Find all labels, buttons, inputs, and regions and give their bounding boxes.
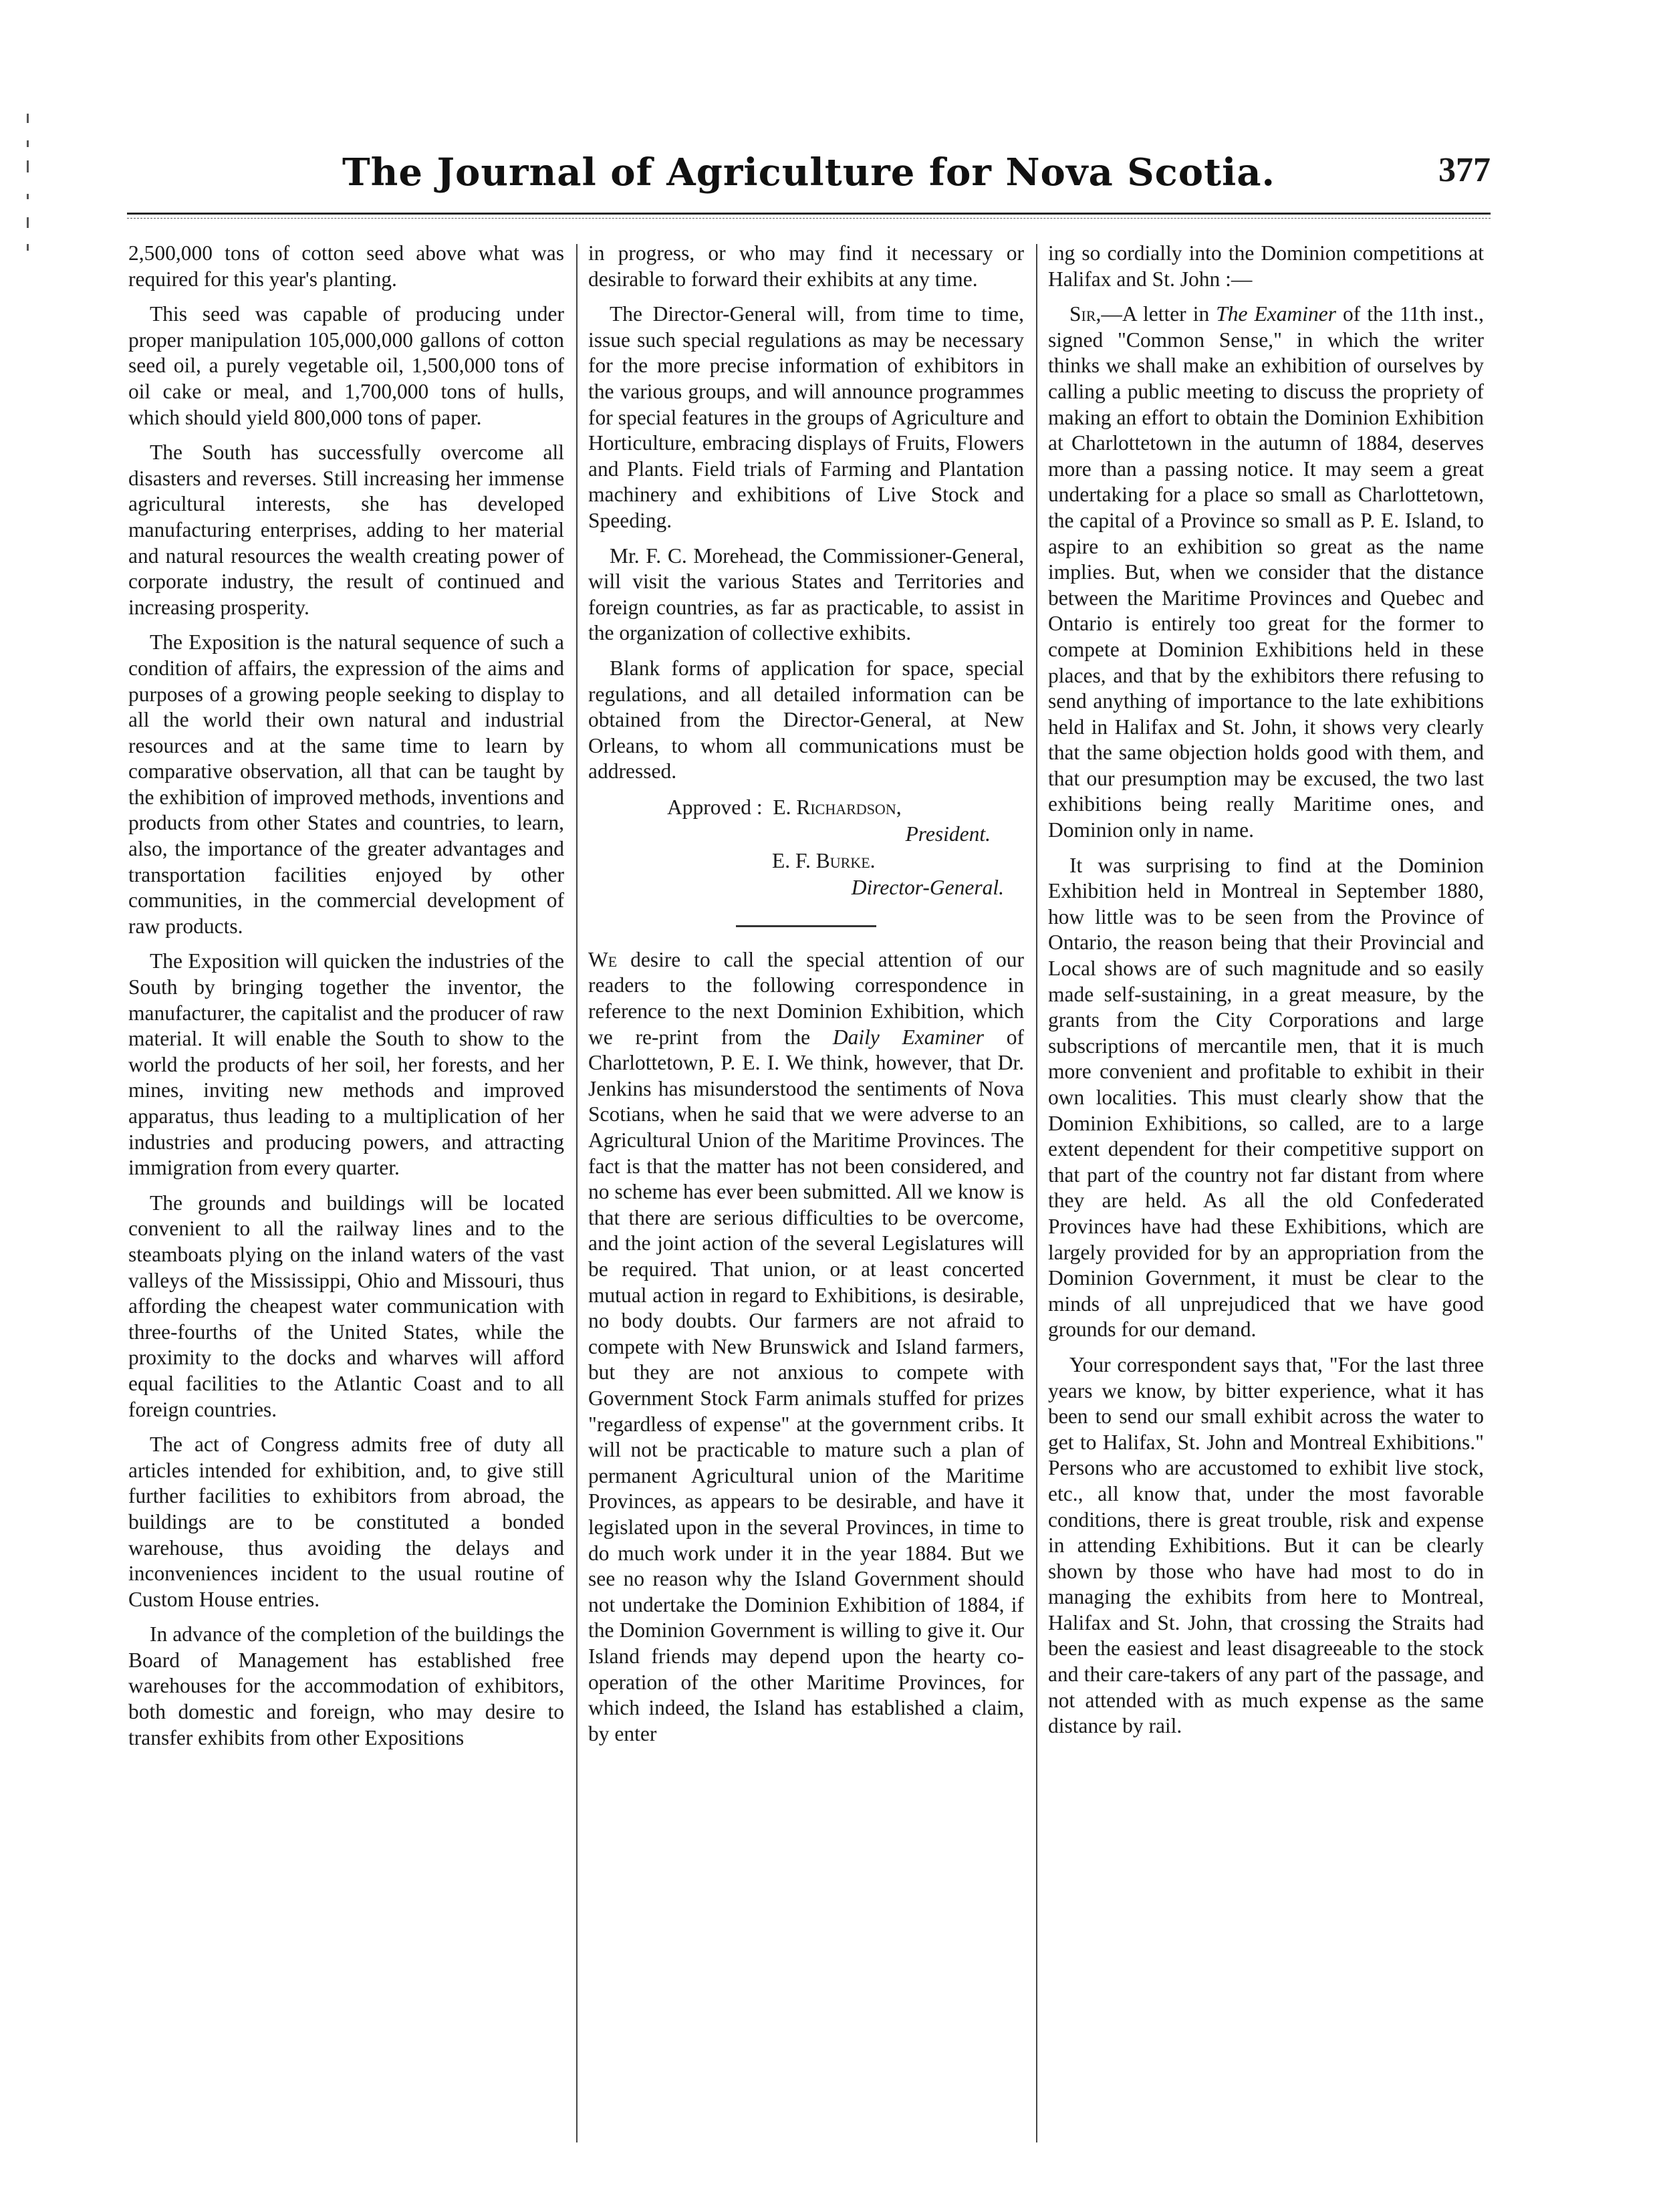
paragraph: We desire to call the special attention of our readers to the following correspondence in reference to the next Dominion Exhibition, which we re-print from the Daily Examiner of Charlottetown, P. E. I. We think, however, that Dr. Jenkins has misunderstood the sentiments of Nova Scotians, when he said that we were adverse to an Agricultural Union of the Maritime Provinces. The fact is that the matter has not been considered, and no scheme has ever been submitted. All we know is that there are serious difficulties to be overcome, and the joint action of the several Legislatures will be required. That union, or at least concerted mutual action in regard to Exhibitions, is desirable, no body doubts. Our farmers are not afraid to compete with New Brunswick and Island farmers, but they are not anxious to compete with Government Stock Farm animals stuffed for prizes "regardless of expense" at the government cribs. It will not be practicable to mature such a plan of permanent Agricultural union of the Maritime Provinces, as appears to be desirable, and have it legislated upon in the several Provinces, in time to do much work under it in the year 1884. But we see no reason why the Island Government should not undertake the Dominion Exhibition of 1884, if the Dominion Government is willing to give it. Our Island friends may depend upon the hearty co-operation of the other Maritime Provinces, for which indeed, the Island has established a claim, by enter: [588, 947, 1024, 1745]
paragraph: Sir,—A letter in The Examiner of the 11th inst., signed "Common Sense," in which the writer thinks we shall make an exhibition of ourselves by calling a public meeting to discuss the propriety of making an effort to obtain the Dominion Exhibition at Charlottetown in the autumn of 1884, deserves more than a passing notice. It may seem a great undertaking for a place so small as Charlottetown, the capital of a Province so small as P. E. Island, to aspire to an exhibition so great as the name implies. But, when we consider that the distance between the Maritime Provinces and Quebec and Ontario is entirely too great for the former to compete at Dominion Exhibitions held in these places, and that by the exhibitors there refusing to send anything of importance to the late exhibitions held in Halifax and St. John, it shows very clearly that the same objection holds good with them, and that our presumption may be excused, the two last exhibitions being really Maritime ones, and Dominion only in name.: [1048, 302, 1484, 842]
page-number: 377: [1438, 151, 1491, 189]
paragraph: Blank forms of application for space, special regulations, and all detailed information can be obtained from the Director-General, at New Orleans, to whom all communications must be addressed.: [588, 656, 1024, 783]
paragraph: 2,500,000 tons of cotton seed above what was required for this year's planting.: [128, 241, 564, 291]
paragraph: The grounds and buildings will be located convenient to all the railway lines and to the steamboats plying on the inland waters of the vast valleys of the Mississippi, Ohio and Missouri, thus affording the cheapest water communication with three-fourths of the United States, while the proximity to the docks and wharves will afford equal facilities to the Atlantic Coast and to all foreign countries.: [128, 1191, 564, 1421]
newspaper-name: Daily Examiner: [832, 1025, 985, 1049]
signer-name: E. Richardson,: [773, 795, 902, 819]
signer-title: President.: [905, 822, 991, 846]
lead-word: We: [588, 947, 618, 971]
salutation: Sir,: [1069, 302, 1102, 326]
newspaper-name: The Examiner: [1216, 302, 1337, 326]
column-3: [1048, 241, 1484, 2153]
paragraph: The Exposition is the natural sequence of such a condition of affairs, the expression of the aims and purposes of a growing people seeking to display to all the world their own natural and industrial resources and at the same time to learn by comparative observation, all that can be taught by the exhibition of improved methods, inventions and products from other States and countries, to learn, also, the importance of the greater advantages and transportation facilities enjoyed by other communities, in the commercial development of raw products.: [128, 630, 564, 938]
paragraph: Your correspondent says that, "For the last three years we know, by bitter experience, what it has been to send our small exhibit across the water to get to Halifax, St. John and Montreal Exhibitions." Persons who are accustomed to exhibit live stock, etc., all know that, under the most favorable conditions, there is great trouble, risk and expense in attending Exhibitions. But it can be clearly shown by those who have had most to do in managing the exhibits from here to Montreal, Halifax and St. John, that crossing the Straits had been the easiest and least disagreeable to the stock and their care-takers of any part of the passage, and not attended with as much expense as the same distance by rail.: [1048, 1352, 1484, 1738]
header-rule: [127, 213, 1491, 215]
paragraph: in progress, or who may find it necessary or desirable to forward their exhibits at any time.: [588, 241, 1024, 291]
header-rule-dashed: [127, 218, 1491, 219]
paragraph: The act of Congress admits free of duty all articles intended for exhibition, and, to give still further facilities to exhibitors from abroad, the buildings are to be constituted a bonded warehouse, thus avoiding the delays and inconveniences incident to the usual routine of Custom House entries.: [128, 1433, 564, 1611]
column-1: [128, 241, 564, 2153]
column-divider-2: [1036, 244, 1037, 2142]
paragraph: ing so cordially into the Dominion competitions at Halifax and St. John :—: [1048, 241, 1484, 291]
paragraph: It was surprising to find at the Dominion Exhibition held in Montreal in September 1880, how little was to be seen from the Province of Ontario, the reason being that their Provincial and Local shows are of such magnitude and so easily made self-sustaining, in a great measure, by the grants from the City Corporations and large subscriptions of mercantile men, that it is much more convenient and profitable to exhibit in their own localities. This must clearly show that the Dominion Exhibitions, so called, are to a large extent dependent for their competitive support on that part of the country not far distant from where they are held. As all the old Confederated Provinces have had these Exhibitions, which are largely provided for by an appropriation from the Dominion Government, it must be clear to the minds of all unprejudiced that we have good grounds for our demand.: [1048, 853, 1484, 1342]
signer-title: Director-General.: [851, 875, 1004, 899]
margin-binding-marks: [20, 100, 47, 274]
paragraph: The Exposition will quicken the industries of the South by bringing together the inventor, the manufacturer, the capitalist and the producer of raw material. It will enable the South to show to the world the products of her soil, her forests, and her mines, inviting new methods and improved apparatus, thus leading to a multiplication of her industries and producing powers, and attracting immigration from every quarter.: [128, 949, 564, 1180]
column-divider-1: [576, 244, 578, 2142]
signer-name: E. F. Burke.: [772, 848, 876, 872]
paragraph: The Director-General will, from time to time, issue such special regulations as may be necessary for the more precise information of exhibitors in the various groups, and will announce programmes for special features in the groups of Agriculture and Horticulture, embracing displays of Fruits, Flowers and Plants. Field trials of Farming and Plantation machinery and exhibitions of Live Stock and Speeding.: [588, 302, 1024, 532]
column-2: [588, 241, 1024, 2153]
approved-label: Approved :: [667, 795, 763, 819]
paragraph: The South has successfully overcome all disasters and reverses. Still increasing her immense agricultural interests, she has developed manufacturing enterprises, adding to her material and natural resources the wealth creating power of corporate industry, the result of continued and increasing prosperity.: [128, 441, 564, 619]
section-separator: [736, 925, 876, 927]
paragraph: Mr. F. C. Morehead, the Commissioner-General, will visit the various States and Territories and foreign countries, as far as practicable, to assist in the organization of collective exhibits.: [588, 543, 1024, 645]
journal-title: The Journal of Agriculture for Nova Scotia.: [342, 150, 1276, 195]
paragraph: This seed was capable of producing under proper manipulation 105,000,000 gallons of cotton seed oil, a purely vegetable oil, 1,500,000 tons of oil cake or meal, and 1,700,000 tons of hulls, which should yield 800,000 tons of paper.: [128, 302, 564, 429]
signature-block: [588, 794, 1024, 901]
page-header: [127, 150, 1491, 204]
paragraph: In advance of the completion of the buildings the Board of Management has established free warehouses for the accommodation of exhibitors, both domestic and foreign, who may desire to transfer exhibits from other Expositions: [128, 1622, 564, 1749]
